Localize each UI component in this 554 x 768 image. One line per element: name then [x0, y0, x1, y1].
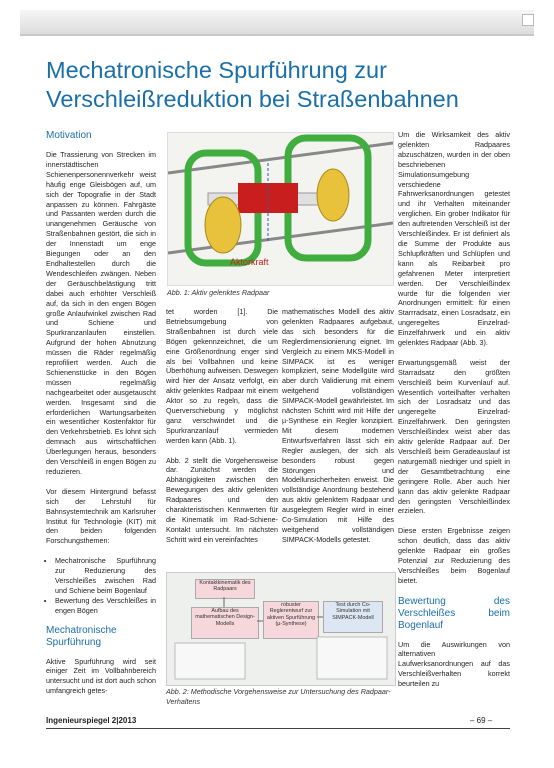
paragraph: Um die Wirksamkeit des aktiv gelenkten Radpaares abzuschätzen, wurden in der oben beschriebenen Simulationsumgebung verschiedene Fahrwerksanordnungen getestet und ihr Verhalten miteinander verglichen. Ein grober Indikator für den auftretenden Verschleiß ist der Verschleißindex. Er ist definiert als die Summe der Produkte aus Schlupfkräften und Schlüpfen und kann als Reibarbeit pro gefahrenen Meter interpretiert werden. Der Verschleißindex wurde für die folgenden vier Anordnungen ermittelt: für einen Starrradsatz, einen Losradsatz, ein ungeregeltes Einzelrad-Einzelfahrwerk und ein aktiv gelenktes Radpaar (Abb. 3).	[398, 130, 510, 348]
corner-mark	[522, 14, 534, 26]
paragraph: Aktive Spurführung wird seit einiger Zeit im Vollbahnbereich untersucht und ist dort auch schon umfangreich getes-	[46, 656, 156, 696]
list-item: • Mechatronische Spurführung zur Reduzierung des Verschleißes zwischen Rad und Schiene beim Bogenlauf	[55, 556, 156, 596]
figure-2-caption: Abb. 2: Methodische Vorgehensweise zur Untersuchung des Radpaar-Verhaltens	[166, 687, 391, 706]
step-controller-design: robuster Reglerentwurf zur aktiven Spurführung (µ-Synthese)	[263, 601, 319, 639]
aktorkraft-label: Aktorkraft	[230, 257, 269, 267]
paragraph: Um die Auswirkungen von alternativen Laufwerksanordnungen auf das Verschleißverhalten korrekt beurteilen zu	[398, 639, 510, 689]
column-2	[166, 307, 278, 555]
section-heading-mechatronic: Mechatronische Spurführung	[46, 624, 117, 648]
step-math-model: Aufbau des mathematischen Design-Modells	[191, 607, 259, 639]
paragraph: Diese ersten Ergebnisse zeigen schon deutlich, dass das aktiv gelenkte Radpaar ein großes Potenzial zur Reduzierung des Verschleißes beim Bogenlauf bietet.	[398, 526, 510, 585]
paragraph: Erwartungsgemäß weist der Starradsatz den größten Verschleiß beim Kurvenlauf auf. Wesentlich vorteilhafter verhalten sich der Losradsatz und das ungeregelte Einzelrad-Einzelfahrwerk. Den geringsten Verschleißindex weist aber das aktiv gelenkte Radpaar auf. Der Verschleiß beim Geradeauslauf ist naturgemäß niedriger und spielt in der Gesamtbetrachtung eine geringere Rolle. Aber auch hier kann das aktiv gelenkte Radpaar den geringsten Verschleißindex erzielen.	[398, 357, 510, 516]
figure-method-diagram	[166, 572, 396, 686]
section-heading-motivation: Motivation	[46, 130, 92, 141]
paragraph: tet worden [1]. Die Betriebsumgebung von Straßenbahnen ist durch viele Bögen gekennzeichnet, die um eine Größenordnung enger sind als bei Vollbahnen und keine Überhöhung aufweisen. Deswegen wird hier der Ansatz verfolgt, ein aktiv gelenktes Radpaar mit einem Aktor so zu regeln, dass die Querverschiebung y möglichst ganz verschwindet und die Spurkranzanlauf vermieden werden kann (Abb. 1).	[166, 307, 278, 445]
footer-rule	[46, 728, 510, 729]
step-co-simulation: Test durch Co-Simulation mit SIMPACK-Modell	[323, 601, 383, 633]
column-4	[398, 130, 510, 699]
wheelset-illustration	[168, 133, 393, 285]
header-bar	[20, 10, 534, 36]
step-contact-kinematics: Kontaktkinematik des Radpaars	[195, 579, 255, 599]
paragraph: mathematisches Modell des aktiv gelenkten Radpaares aufgebaut, das sich besonders für die Reglerdimensionierung eignet. Im Vergleich zu einem MKS-Modell in SIMPACK ist es weniger kompliziert, seine Modellgüte wird aber durch Validierung mit einem weitgehend vollständigen SIMPACK-Modell gewährleistet. Im nächsten Schritt wird mit Hilfe der µ-Synthese ein Regler konzipiert. Mit diesem modernen Entwurfsverfahren lässt sich ein Regler auslegen, der sich als besonders robust gegen Störungen und Modellunsicherheiten erweist. Die vollständige Anordnung bestehend aus aktiv gelenktem Radpaar und ausgelegtem Regler wird in einer Co-Simulation mit Hilfe des weitgehend vollständigen SIMPACK-Modells getestet.	[282, 307, 394, 544]
figure-1-caption: Abb. 1: Aktiv gelenktes Radpaar	[167, 288, 270, 297]
page-title: Mechatronische Spurführung zur Verschleißreduktion bei Straßenbahnen	[46, 57, 459, 112]
list-item: • Bewertung des Verschleißes in engen Bögen	[55, 596, 156, 616]
column-1	[46, 130, 156, 706]
paragraph: Vor diesem Hintergrund befasst sich der Lehrstuhl für Bahnsystemtechnik am Karlsruher Institut für Technologie (KIT) mit den beiden folgenden Forschungsthemen:	[46, 486, 156, 546]
journal-footer: Ingenieurspiegel 2|2013	[46, 716, 137, 725]
research-topics-list	[46, 556, 156, 615]
paragraph: Die Trassierung von Strecken im innerstädtischen Schienenpersonennverkehr weist häufig enge Gleisbögen auf, um sich der Topografie in der Stadt anpassen zu können. Fahrgäste und Passanten werden durch die unangenehmen Geräusche von Straßenbahnen gestört, die sich in der Innenstadt um enge Biegungen oder an den Endhaltestellen durch die Wendeschleifen zwängen. Neben der Geräuschbelästigung tritt dabei auch erhöhter Verschleiß auf, da sich in den engen Bögen große Anlaufwinkel zwischen Rad und Schiene und Spurkranzanlaufen einstellen. Aufgrund der hohen Abnutzung müssen die Räder regelmäßig reprofiliert werden. Auch die Schienenstücke in den Bögen müssen regelmäßig nachgearbeitet oder ausgetauscht werden. Insgesamt sind die erforderlichen Wartungsarbeiten ein wesentlicher Kostenfaktor für den Verkehrsbetrieb. Es lohnt sich demnach aus wirtschaftlichen Überlegungen heraus, besonders den Verschleiß in engen Bögen zu reduzieren.	[46, 150, 156, 476]
column-3	[282, 307, 394, 555]
paragraph: Abb. 2 stellt die Vorgehensweise dar. Zunächst werden die Abhängigkeiten zwischen den Bewegungen des aktiv gelenkten Radpaares und den charakteristischen Kennwerten für die Kinematik im Rad-Schiene-Kontakt untersucht. Im nächsten Schritt wird ein vereinfachtes	[166, 455, 278, 544]
figure-wheelset	[167, 132, 394, 286]
section-heading-wear: Bewertung des Verschleißes beim Bogenlauf	[398, 595, 510, 631]
method-diagram-graphics	[167, 573, 395, 685]
page-number: – 69 –	[470, 716, 493, 725]
